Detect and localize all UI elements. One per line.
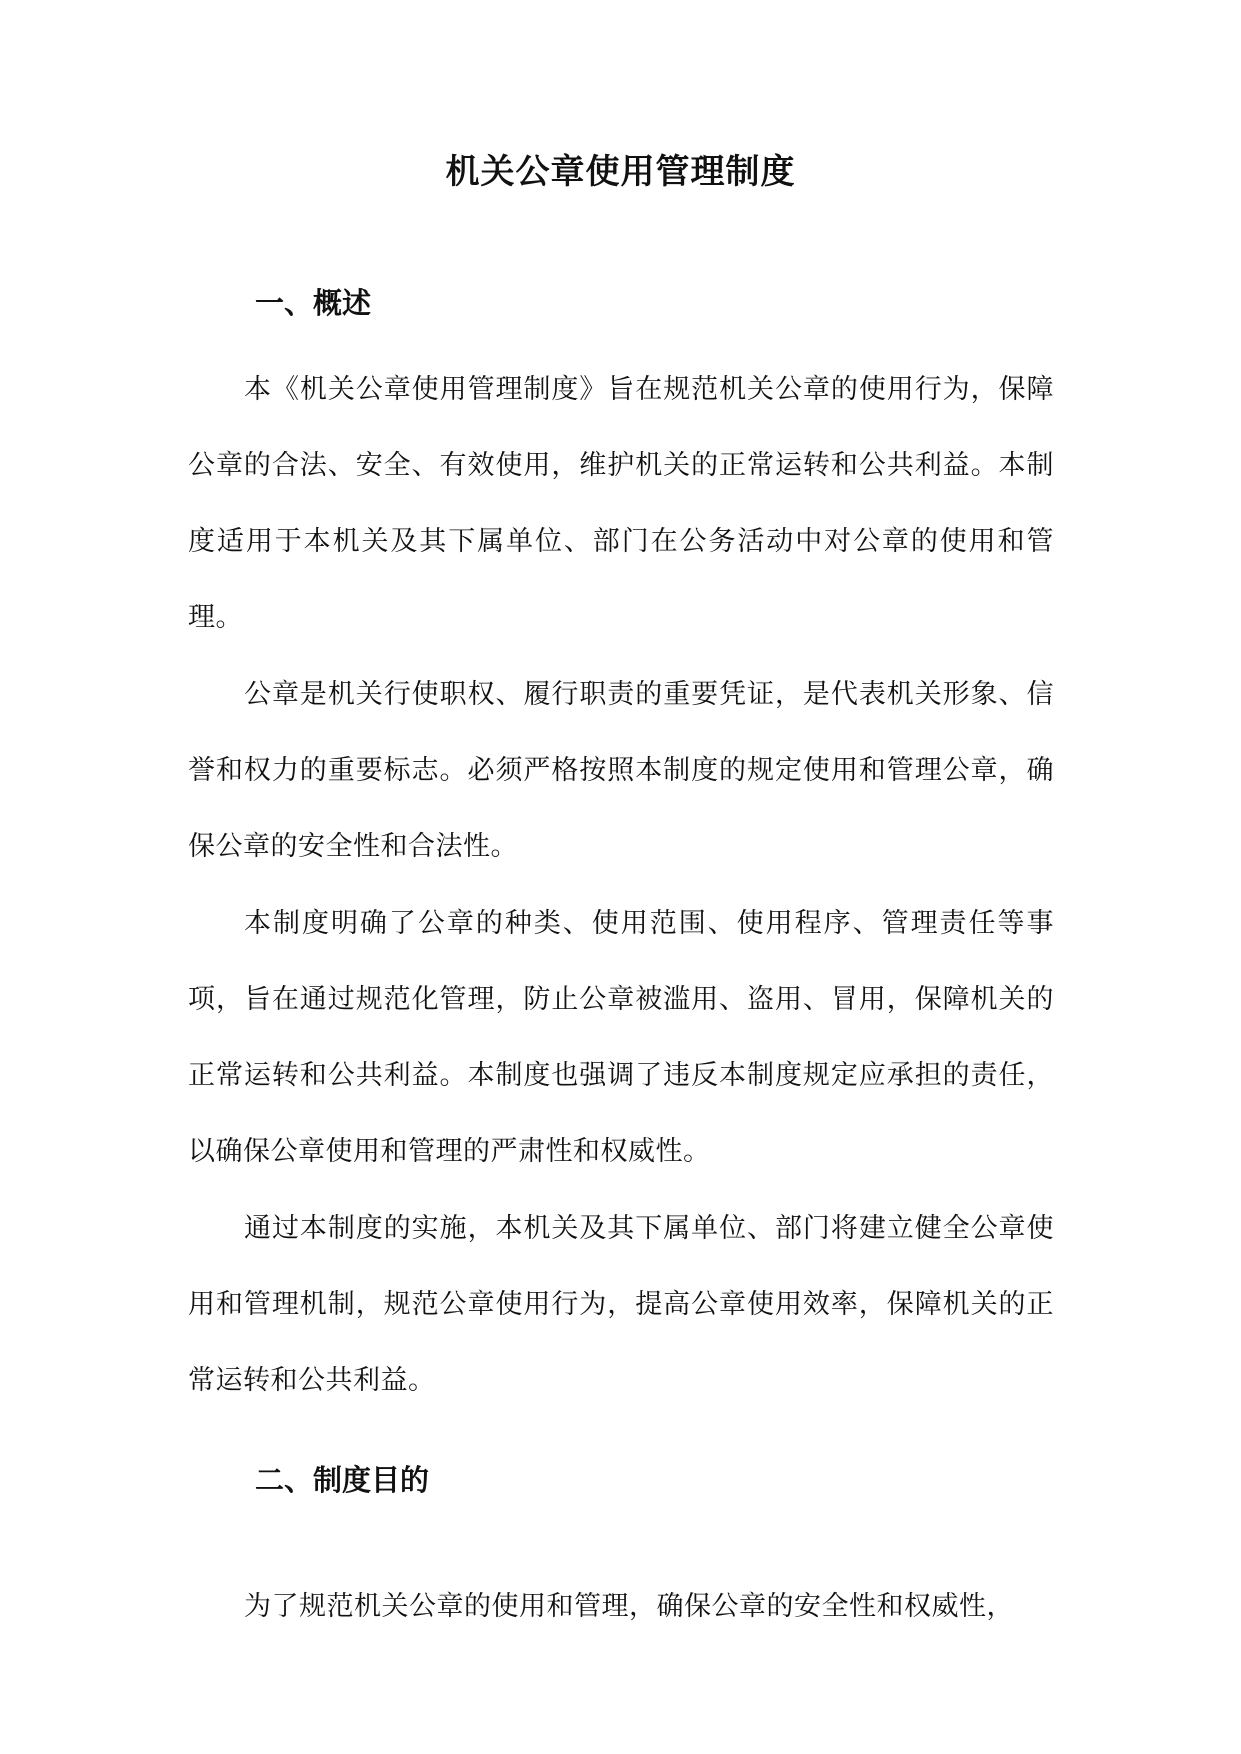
- document-title: 机关公章使用管理制度: [445, 152, 796, 192]
- paragraph: 公章是机关行使职权、履行职责的重要凭证，是代表机关形象、信誉和权力的重要标志。必须严格按照本制度的规定使用和管理公章，确保公章的安全性和合法性。: [188, 679, 1054, 862]
- section-heading-purpose: 二、制度目的: [255, 1463, 430, 1497]
- paragraph: 本《机关公章使用管理制度》旨在规范机关公章的使用行为，保障公章的合法、安全、有效使用，维护机关的正常运转和公共利益。本制度适用于本机关及其下属单位、部门在公务活动中对公章的使用和管理。: [188, 374, 1054, 633]
- paragraph: 为了规范机关公章的使用和管理，确保公章的安全性和权威性，: [244, 1591, 1014, 1622]
- paragraph: 通过本制度的实施，本机关及其下属单位、部门将建立健全公章使用和管理机制，规范公章使用行为，提高公章使用效率，保障机关的正常运转和公共利益。: [188, 1213, 1054, 1396]
- paragraph: 本制度明确了公章的种类、使用范围、使用程序、管理责任等事项，旨在通过规范化管理，防止公章被滥用、盗用、冒用，保障机关的正常运转和公共利益。本制度也强调了违反本制度规定应承担的责任，以确保公章使用和管理的严肃性和权威性。: [188, 908, 1054, 1167]
- section-heading-overview: 一、概述: [255, 286, 372, 320]
